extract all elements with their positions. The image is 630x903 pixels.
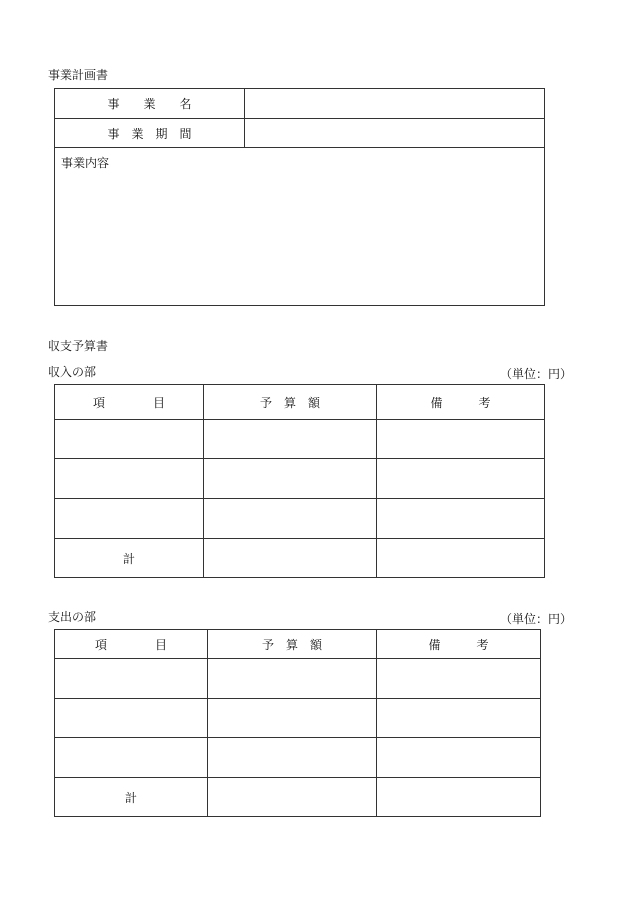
table-row [55, 459, 545, 499]
business-period-label: 事 業 期 間 [55, 119, 245, 148]
expense-item-cell[interactable] [55, 699, 208, 738]
income-remarks-cell[interactable] [377, 499, 545, 539]
business-period-field[interactable] [245, 119, 545, 148]
income-amount-cell[interactable] [204, 420, 377, 459]
table-row [55, 659, 541, 699]
table-row [55, 499, 545, 539]
expense-remarks-cell[interactable] [377, 699, 541, 738]
expense-unit: （単位：円） [500, 612, 573, 626]
expense-table [54, 629, 541, 817]
income-remarks-cell[interactable] [377, 459, 545, 499]
budget-title: 収支予算書 [48, 339, 109, 353]
expense-amount-cell[interactable] [208, 659, 377, 699]
table-row [55, 738, 541, 778]
income-header-amount: 予 算 額 [204, 385, 377, 420]
expense-remarks-cell[interactable] [377, 738, 541, 778]
business-content-cell[interactable] [55, 148, 545, 306]
table-row [55, 420, 545, 459]
expense-total-remarks-cell[interactable] [377, 778, 541, 817]
plan-title: 事業計画書 [48, 68, 109, 82]
expense-remarks-cell[interactable] [377, 659, 541, 699]
income-amount-cell[interactable] [204, 499, 377, 539]
income-header-remarks: 備 考 [377, 385, 545, 420]
table-row [55, 539, 545, 578]
income-total-label: 計 [55, 539, 204, 578]
business-name-label: 事 業 名 [55, 89, 245, 119]
expense-amount-cell[interactable] [208, 738, 377, 778]
expense-amount-cell[interactable] [208, 699, 377, 738]
plan-table [54, 88, 545, 306]
income-title: 収入の部 [48, 365, 97, 379]
income-remarks-cell[interactable] [377, 420, 545, 459]
income-unit: （単位：円） [500, 367, 573, 381]
income-item-cell[interactable] [55, 420, 204, 459]
expense-header-remarks: 備 考 [377, 630, 541, 659]
income-total-remarks-cell[interactable] [377, 539, 545, 578]
business-content-label: 事業内容 [61, 156, 110, 170]
expense-title: 支出の部 [48, 610, 97, 624]
expense-header-item: 項 目 [55, 630, 208, 659]
expense-total-label: 計 [55, 778, 208, 817]
income-table [54, 384, 545, 578]
income-header-item: 項 目 [55, 385, 204, 420]
expense-item-cell[interactable] [55, 738, 208, 778]
business-name-field[interactable] [245, 89, 545, 119]
income-amount-cell[interactable] [204, 459, 377, 499]
expense-item-cell[interactable] [55, 659, 208, 699]
expense-header-amount: 予 算 額 [208, 630, 377, 659]
expense-total-amount-cell[interactable] [208, 778, 377, 817]
income-item-cell[interactable] [55, 459, 204, 499]
table-row [55, 699, 541, 738]
table-row [55, 778, 541, 817]
income-item-cell[interactable] [55, 499, 204, 539]
income-total-amount-cell[interactable] [204, 539, 377, 578]
